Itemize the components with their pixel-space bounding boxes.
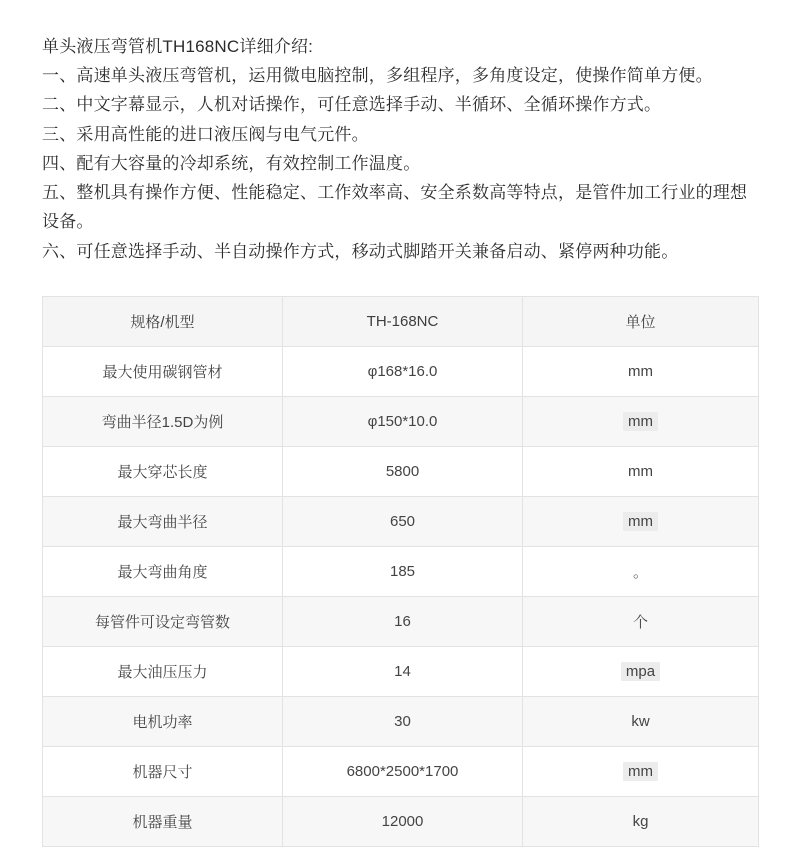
intro-line-5: 五、整机具有操作方便、性能稳定、工作效率高、安全系数高等特点，是管件加工行业的理想设备。 bbox=[42, 183, 748, 232]
cell-spec: 机器尺寸 bbox=[43, 746, 283, 796]
specification-table bbox=[42, 296, 759, 847]
cell-value: 650 bbox=[283, 496, 523, 546]
table-row bbox=[43, 496, 759, 546]
intro-line-6: 六、可任意选择手动、半自动操作方式，移动式脚踏开关兼备启动、紧停两种功能。 bbox=[42, 241, 679, 261]
cell-value: 14 bbox=[283, 646, 523, 696]
cell-unit: 个 bbox=[523, 596, 759, 646]
table-row bbox=[43, 696, 759, 746]
cell-spec: 最大油压压力 bbox=[43, 646, 283, 696]
unit-text: mm bbox=[623, 512, 658, 531]
cell-spec: 机器重量 bbox=[43, 796, 283, 846]
cell-value: 30 bbox=[283, 696, 523, 746]
cell-value: 12000 bbox=[283, 796, 523, 846]
unit-text: mm bbox=[623, 762, 658, 781]
cell-spec: 最大使用碳钢管材 bbox=[43, 346, 283, 396]
cell-unit bbox=[523, 396, 759, 446]
cell-unit: 。 bbox=[523, 546, 759, 596]
table-row bbox=[43, 396, 759, 446]
column-header-spec: 规格/机型 bbox=[43, 296, 283, 346]
cell-value: φ168*16.0 bbox=[283, 346, 523, 396]
table-row bbox=[43, 546, 759, 596]
column-header-model: TH-168NC bbox=[283, 296, 523, 346]
specification-table-wrapper bbox=[42, 296, 754, 847]
intro-line-3: 三、采用高性能的进口液压阀与电气元件。 bbox=[42, 124, 369, 144]
cell-spec: 最大弯曲半径 bbox=[43, 496, 283, 546]
cell-spec: 最大弯曲角度 bbox=[43, 546, 283, 596]
cell-unit: kg bbox=[523, 796, 759, 846]
table-header bbox=[43, 296, 759, 346]
table-row bbox=[43, 446, 759, 496]
cell-unit: kw bbox=[523, 696, 759, 746]
table-row bbox=[43, 596, 759, 646]
cell-value: 16 bbox=[283, 596, 523, 646]
cell-value: 6800*2500*1700 bbox=[283, 746, 523, 796]
cell-unit bbox=[523, 646, 759, 696]
cell-spec: 电机功率 bbox=[43, 696, 283, 746]
cell-value: 185 bbox=[283, 546, 523, 596]
table-row bbox=[43, 746, 759, 796]
cell-unit bbox=[523, 746, 759, 796]
table-header-row bbox=[43, 296, 759, 346]
cell-spec: 每管件可设定弯管数 bbox=[43, 596, 283, 646]
cell-spec: 最大穿芯长度 bbox=[43, 446, 283, 496]
cell-unit: mm bbox=[523, 446, 759, 496]
column-header-unit: 单位 bbox=[523, 296, 759, 346]
unit-text: mpa bbox=[621, 662, 660, 681]
unit-text: mm bbox=[623, 412, 658, 431]
cell-unit bbox=[523, 496, 759, 546]
intro-title: 单头液压弯管机TH168NC详细介绍: bbox=[42, 37, 314, 56]
cell-spec: 弯曲半径1.5D为例 bbox=[43, 396, 283, 446]
table-row bbox=[43, 346, 759, 396]
table-body bbox=[43, 346, 759, 846]
product-intro bbox=[42, 32, 754, 266]
table-row bbox=[43, 646, 759, 696]
table-row bbox=[43, 796, 759, 846]
intro-line-2: 二、中文字幕显示，人机对话操作，可任意选择手动、半循环、全循环操作方式。 bbox=[42, 95, 662, 115]
intro-line-4: 四、配有大容量的冷却系统，有效控制工作温度。 bbox=[42, 153, 421, 173]
cell-value: 5800 bbox=[283, 446, 523, 496]
cell-value: φ150*10.0 bbox=[283, 396, 523, 446]
intro-line-1: 一、高速单头液压弯管机，运用微电脑控制，多组程序，多角度设定，使操作简单方便。 bbox=[42, 66, 713, 86]
cell-unit: mm bbox=[523, 346, 759, 396]
